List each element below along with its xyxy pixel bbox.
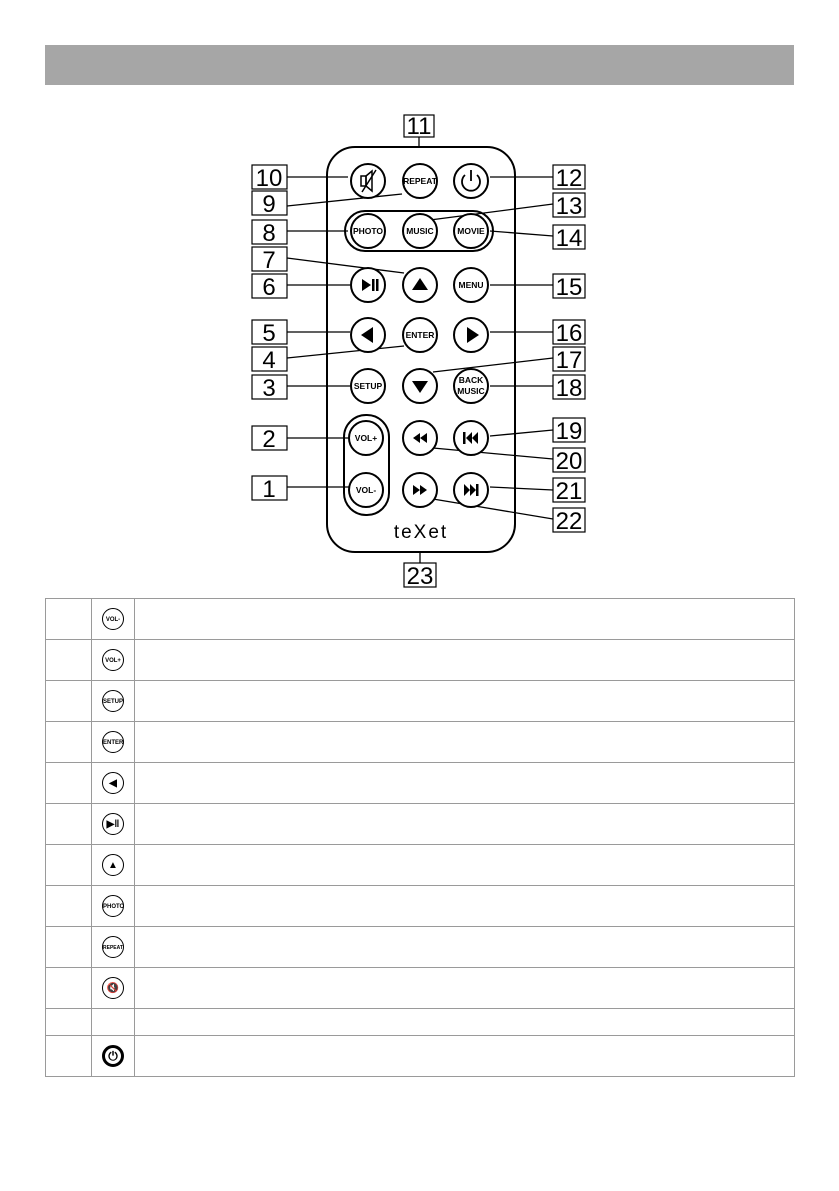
table-row	[46, 681, 795, 722]
movie-label: MOVIE	[457, 226, 485, 236]
callout-16: 16	[555, 320, 583, 347]
callout-17: 17	[555, 347, 583, 374]
up-arrow-icon: ▲	[102, 854, 124, 876]
callout-3: 3	[262, 375, 276, 402]
table-row	[46, 845, 795, 886]
brand-logo: teXet	[393, 522, 449, 543]
vol-plus-label: VOL+	[354, 433, 378, 443]
callout-12: 12	[555, 165, 583, 192]
table-row	[46, 763, 795, 804]
callout-14: 14	[555, 225, 583, 252]
vol-plus-icon: VOL+	[102, 649, 124, 671]
table-row	[46, 927, 795, 968]
enter-label: ENTER	[405, 330, 435, 340]
callout-20: 20	[555, 448, 583, 475]
table-row	[46, 722, 795, 763]
table-row	[46, 1036, 795, 1077]
enter-icon: ENTER	[102, 731, 124, 753]
repeat-label: REPEAT	[403, 176, 437, 186]
back-label: BACK	[458, 375, 484, 385]
music-label: MUSIC	[406, 226, 434, 236]
callout-15: 15	[555, 274, 583, 301]
button-legend-table	[45, 598, 795, 1077]
callout-11: 11	[406, 113, 432, 140]
table-row	[46, 804, 795, 845]
table-row	[46, 640, 795, 681]
back-music-label: MUSIC	[457, 386, 485, 396]
callout-22: 22	[555, 508, 583, 535]
table-row	[46, 968, 795, 1009]
mute-button[interactable]	[351, 164, 385, 198]
callout-7: 7	[262, 247, 276, 274]
callout-8: 8	[262, 220, 276, 247]
table-row	[46, 599, 795, 640]
callout-19: 19	[555, 418, 583, 445]
callout-2: 2	[262, 426, 276, 453]
play-pause-icon: ▶‖	[102, 813, 124, 835]
photo-label: PHOTO	[352, 226, 384, 236]
left-arrow-icon: ◀	[102, 772, 124, 794]
callout-23: 23	[406, 563, 434, 590]
callout-13: 13	[555, 193, 583, 220]
callout-1: 1	[262, 476, 276, 503]
mute-icon: 🔇	[102, 977, 124, 999]
table-row	[46, 1009, 795, 1036]
setup-icon: SETUP	[102, 690, 124, 712]
callout-21: 21	[555, 478, 583, 505]
power-icon: ⏻	[102, 1045, 124, 1067]
callout-5: 5	[262, 320, 276, 347]
photo-icon: PHOTO	[102, 895, 124, 917]
callout-18: 18	[555, 375, 583, 402]
table-row	[46, 886, 795, 927]
vol-minus-icon: VOL-	[102, 608, 124, 630]
callout-4: 4	[262, 347, 276, 374]
setup-label: SETUP	[353, 381, 383, 391]
menu-label: MENU	[458, 280, 484, 290]
callout-6: 6	[262, 274, 276, 301]
vol-minus-label: VOL-	[355, 485, 377, 495]
callout-9: 9	[262, 191, 276, 218]
callout-10: 10	[255, 165, 283, 192]
repeat-icon: REPEAT	[102, 936, 124, 958]
